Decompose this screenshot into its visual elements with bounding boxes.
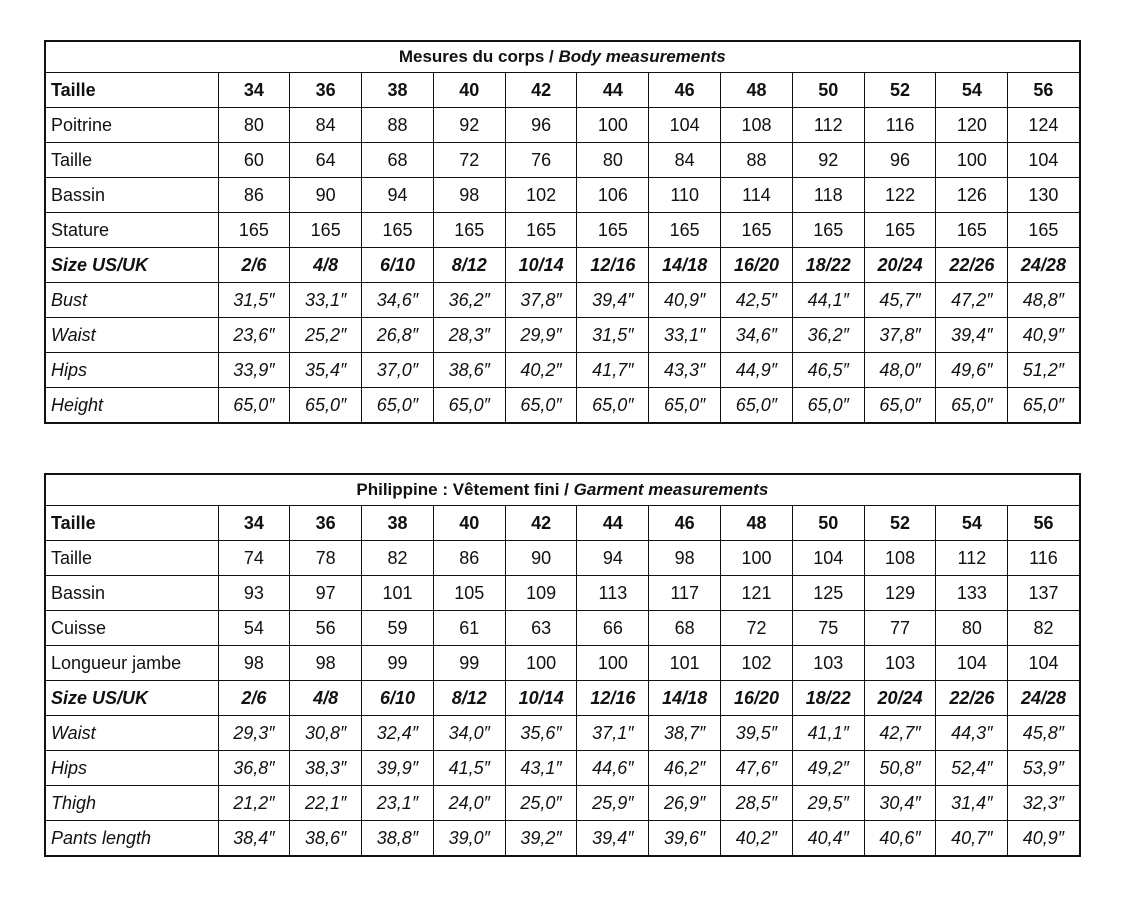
value-cell: 30,4″ [864,786,936,821]
value-cell: 104 [1008,646,1080,681]
value-cell: 53,9″ [1008,751,1080,786]
value-cell: 114 [721,178,793,213]
value-cell: 76 [505,143,577,178]
value-cell: 48,8″ [1008,283,1080,318]
value-cell: 64 [290,143,362,178]
us-size-header-cell: 24/28 [1008,681,1080,716]
size-label: Taille [45,506,218,541]
row-label: Bassin [45,178,218,213]
value-cell: 36,2″ [792,318,864,353]
value-cell: 37,8″ [864,318,936,353]
value-cell: 29,3″ [218,716,290,751]
value-cell: 96 [864,143,936,178]
us-size-header-cell: 20/24 [864,681,936,716]
us-size-header-cell: 22/26 [936,681,1008,716]
value-cell: 121 [721,576,793,611]
us-size-header-cell: 24/28 [1008,248,1080,283]
value-cell: 52,4″ [936,751,1008,786]
size-header-cell: 50 [792,73,864,108]
value-cell: 86 [433,541,505,576]
row-label: Bust [45,283,218,318]
value-cell: 90 [290,178,362,213]
value-cell: 39,5″ [721,716,793,751]
table-title-en: Garment measurements [573,480,769,499]
size-header-cell: 52 [864,506,936,541]
value-cell: 35,4″ [290,353,362,388]
value-cell: 26,9″ [649,786,721,821]
size-header-cell: 56 [1008,73,1080,108]
value-cell: 80 [577,143,649,178]
size-header-cell: 54 [936,506,1008,541]
us-size-header-row [45,248,1080,283]
table-row [45,353,1080,388]
value-cell: 165 [362,213,434,248]
table-row [45,108,1080,143]
row-label: Thigh [45,786,218,821]
value-cell: 45,7″ [864,283,936,318]
value-cell: 101 [362,576,434,611]
table-row [45,611,1080,646]
value-cell: 33,1″ [290,283,362,318]
table-row [45,646,1080,681]
value-cell: 38,4″ [218,821,290,857]
value-cell: 100 [721,541,793,576]
size-label: Taille [45,73,218,108]
value-cell: 39,9″ [362,751,434,786]
value-cell: 42,7″ [864,716,936,751]
value-cell: 165 [290,213,362,248]
value-cell: 98 [649,541,721,576]
table-row [45,143,1080,178]
value-cell: 86 [218,178,290,213]
table-title-fr: Mesures du corps / [398,47,559,66]
value-cell: 54 [218,611,290,646]
value-cell: 23,6″ [218,318,290,353]
us-size-header-cell: 8/12 [433,681,505,716]
us-size-header-cell: 8/12 [433,248,505,283]
value-cell: 49,2″ [792,751,864,786]
value-cell: 88 [721,143,793,178]
row-label: Cuisse [45,611,218,646]
value-cell: 80 [218,108,290,143]
value-cell: 108 [864,541,936,576]
us-size-header-cell: 14/18 [649,248,721,283]
value-cell: 92 [433,108,505,143]
table-row [45,541,1080,576]
us-size-header-cell: 10/14 [505,681,577,716]
value-cell: 104 [1008,143,1080,178]
row-label: Taille [45,143,218,178]
value-cell: 106 [577,178,649,213]
value-cell: 44,6″ [577,751,649,786]
row-label: Longueur jambe [45,646,218,681]
row-label: Bassin [45,576,218,611]
value-cell: 23,1″ [362,786,434,821]
size-header-cell: 34 [218,73,290,108]
table-row [45,318,1080,353]
value-cell: 65,0″ [792,388,864,424]
value-cell: 97 [290,576,362,611]
value-cell: 56 [290,611,362,646]
size-header-cell: 46 [649,506,721,541]
value-cell: 94 [577,541,649,576]
us-size-header-row [45,681,1080,716]
value-cell: 165 [864,213,936,248]
value-cell: 40,2″ [505,353,577,388]
table-title-fr: Philippine : Vêtement fini / [356,480,574,499]
us-size-header-cell: 18/22 [792,681,864,716]
value-cell: 29,5″ [792,786,864,821]
value-cell: 25,0″ [505,786,577,821]
size-header-cell: 42 [505,73,577,108]
value-cell: 46,2″ [649,751,721,786]
value-cell: 63 [505,611,577,646]
value-cell: 37,8″ [505,283,577,318]
value-cell: 117 [649,576,721,611]
us-size-header-cell: 16/20 [721,248,793,283]
value-cell: 65,0″ [290,388,362,424]
value-cell: 26,8″ [362,318,434,353]
value-cell: 122 [864,178,936,213]
value-cell: 38,7″ [649,716,721,751]
value-cell: 82 [1008,611,1080,646]
value-cell: 47,6″ [721,751,793,786]
value-cell: 84 [649,143,721,178]
us-size-header-cell: 22/26 [936,248,1008,283]
table-row [45,716,1080,751]
size-header-cell: 44 [577,506,649,541]
value-cell: 66 [577,611,649,646]
value-cell: 39,4″ [577,283,649,318]
value-cell: 40,6″ [864,821,936,857]
table-row [45,388,1080,424]
size-header-cell: 42 [505,506,577,541]
value-cell: 37,1″ [577,716,649,751]
value-cell: 35,6″ [505,716,577,751]
value-cell: 65,0″ [721,388,793,424]
row-label: Stature [45,213,218,248]
value-cell: 41,1″ [792,716,864,751]
value-cell: 65,0″ [433,388,505,424]
us-size-header-cell: 10/14 [505,248,577,283]
value-cell: 45,8″ [1008,716,1080,751]
value-cell: 126 [936,178,1008,213]
us-size-header-cell: 2/6 [218,248,290,283]
value-cell: 165 [721,213,793,248]
size-header-cell: 40 [433,506,505,541]
value-cell: 100 [936,143,1008,178]
size-header-cell: 52 [864,73,936,108]
value-cell: 137 [1008,576,1080,611]
body-measurements-table [44,40,1081,424]
value-cell: 104 [936,646,1008,681]
value-cell: 46,5″ [792,353,864,388]
value-cell: 125 [792,576,864,611]
value-cell: 39,6″ [649,821,721,857]
value-cell: 112 [792,108,864,143]
value-cell: 36,8″ [218,751,290,786]
value-cell: 59 [362,611,434,646]
value-cell: 38,6″ [290,821,362,857]
value-cell: 40,7″ [936,821,1008,857]
value-cell: 98 [218,646,290,681]
table-row [45,786,1080,821]
value-cell: 165 [792,213,864,248]
value-cell: 77 [864,611,936,646]
value-cell: 165 [936,213,1008,248]
value-cell: 34,0″ [433,716,505,751]
value-cell: 102 [505,178,577,213]
value-cell: 98 [290,646,362,681]
table-title-en: Body measurements [558,47,726,66]
value-cell: 51,2″ [1008,353,1080,388]
value-cell: 41,5″ [433,751,505,786]
value-cell: 103 [864,646,936,681]
table-row [45,213,1080,248]
value-cell: 22,1″ [290,786,362,821]
us-size-header-cell: 12/16 [577,681,649,716]
value-cell: 34,6″ [362,283,434,318]
value-cell: 118 [792,178,864,213]
value-cell: 43,1″ [505,751,577,786]
us-size-header-cell: 20/24 [864,248,936,283]
value-cell: 25,2″ [290,318,362,353]
us-size-header-cell: 16/20 [721,681,793,716]
us-size-header-cell: 18/22 [792,248,864,283]
value-cell: 32,4″ [362,716,434,751]
value-cell: 68 [362,143,434,178]
value-cell: 94 [362,178,434,213]
value-cell: 116 [1008,541,1080,576]
us-size-label: Size US/UK [45,248,218,283]
size-header-cell: 56 [1008,506,1080,541]
us-size-header-cell: 4/8 [290,681,362,716]
value-cell: 38,6″ [433,353,505,388]
value-cell: 104 [792,541,864,576]
value-cell: 31,5″ [577,318,649,353]
us-size-header-cell: 6/10 [362,681,434,716]
value-cell: 49,6″ [936,353,1008,388]
value-cell: 110 [649,178,721,213]
value-cell: 165 [433,213,505,248]
value-cell: 112 [936,541,1008,576]
us-size-header-cell: 14/18 [649,681,721,716]
us-size-header-cell: 4/8 [290,248,362,283]
value-cell: 39,4″ [577,821,649,857]
value-cell: 32,3″ [1008,786,1080,821]
size-header-cell: 34 [218,506,290,541]
value-cell: 105 [433,576,505,611]
value-cell: 90 [505,541,577,576]
value-cell: 100 [577,108,649,143]
value-cell: 28,3″ [433,318,505,353]
table-row [45,178,1080,213]
size-header-cell: 36 [290,73,362,108]
value-cell: 124 [1008,108,1080,143]
us-size-header-cell: 2/6 [218,681,290,716]
value-cell: 31,4″ [936,786,1008,821]
value-cell: 40,9″ [1008,318,1080,353]
value-cell: 78 [290,541,362,576]
garment-measurements-table [44,473,1081,857]
value-cell: 30,8″ [290,716,362,751]
value-cell: 65,0″ [1008,388,1080,424]
size-header-row [45,73,1080,108]
value-cell: 31,5″ [218,283,290,318]
value-cell: 40,2″ [721,821,793,857]
table-title [45,474,1080,506]
value-cell: 36,2″ [433,283,505,318]
value-cell: 25,9″ [577,786,649,821]
value-cell: 102 [721,646,793,681]
table-title [45,41,1080,73]
value-cell: 65,0″ [577,388,649,424]
value-cell: 100 [505,646,577,681]
value-cell: 99 [433,646,505,681]
value-cell: 28,5″ [721,786,793,821]
value-cell: 93 [218,576,290,611]
value-cell: 38,8″ [362,821,434,857]
value-cell: 48,0″ [864,353,936,388]
us-size-header-cell: 12/16 [577,248,649,283]
value-cell: 165 [218,213,290,248]
value-cell: 103 [792,646,864,681]
value-cell: 113 [577,576,649,611]
value-cell: 116 [864,108,936,143]
size-header-cell: 38 [362,506,434,541]
value-cell: 24,0″ [433,786,505,821]
value-cell: 75 [792,611,864,646]
size-header-cell: 38 [362,73,434,108]
value-cell: 101 [649,646,721,681]
value-cell: 37,0″ [362,353,434,388]
value-cell: 33,9″ [218,353,290,388]
value-cell: 92 [792,143,864,178]
row-label: Hips [45,353,218,388]
value-cell: 39,0″ [433,821,505,857]
value-cell: 44,3″ [936,716,1008,751]
row-label: Pants length [45,821,218,857]
value-cell: 130 [1008,178,1080,213]
table-row [45,283,1080,318]
size-header-cell: 40 [433,73,505,108]
table-row [45,821,1080,857]
table-row [45,751,1080,786]
size-header-cell: 36 [290,506,362,541]
row-label: Waist [45,318,218,353]
value-cell: 40,4″ [792,821,864,857]
value-cell: 133 [936,576,1008,611]
value-cell: 99 [362,646,434,681]
value-cell: 65,0″ [505,388,577,424]
value-cell: 100 [577,646,649,681]
value-cell: 65,0″ [649,388,721,424]
value-cell: 42,5″ [721,283,793,318]
value-cell: 38,3″ [290,751,362,786]
value-cell: 129 [864,576,936,611]
row-label: Taille [45,541,218,576]
row-label: Poitrine [45,108,218,143]
value-cell: 29,9″ [505,318,577,353]
value-cell: 60 [218,143,290,178]
value-cell: 68 [649,611,721,646]
value-cell: 40,9″ [649,283,721,318]
value-cell: 82 [362,541,434,576]
us-size-label: Size US/UK [45,681,218,716]
value-cell: 72 [721,611,793,646]
value-cell: 165 [1008,213,1080,248]
table-row [45,576,1080,611]
value-cell: 43,3″ [649,353,721,388]
value-cell: 39,2″ [505,821,577,857]
value-cell: 34,6″ [721,318,793,353]
value-cell: 80 [936,611,1008,646]
value-cell: 120 [936,108,1008,143]
value-cell: 40,9″ [1008,821,1080,857]
value-cell: 44,1″ [792,283,864,318]
value-cell: 98 [433,178,505,213]
value-cell: 44,9″ [721,353,793,388]
us-size-header-cell: 6/10 [362,248,434,283]
value-cell: 65,0″ [362,388,434,424]
size-header-cell: 48 [721,506,793,541]
value-cell: 84 [290,108,362,143]
value-cell: 50,8″ [864,751,936,786]
value-cell: 108 [721,108,793,143]
size-header-cell: 44 [577,73,649,108]
row-label: Hips [45,751,218,786]
value-cell: 41,7″ [577,353,649,388]
value-cell: 109 [505,576,577,611]
row-label: Height [45,388,218,424]
value-cell: 65,0″ [936,388,1008,424]
value-cell: 165 [577,213,649,248]
value-cell: 72 [433,143,505,178]
value-cell: 65,0″ [218,388,290,424]
value-cell: 74 [218,541,290,576]
size-header-row [45,506,1080,541]
value-cell: 47,2″ [936,283,1008,318]
size-header-cell: 46 [649,73,721,108]
value-cell: 96 [505,108,577,143]
size-header-cell: 50 [792,506,864,541]
value-cell: 33,1″ [649,318,721,353]
size-header-cell: 54 [936,73,1008,108]
value-cell: 21,2″ [218,786,290,821]
row-label: Waist [45,716,218,751]
value-cell: 88 [362,108,434,143]
size-header-cell: 48 [721,73,793,108]
value-cell: 39,4″ [936,318,1008,353]
value-cell: 65,0″ [864,388,936,424]
value-cell: 165 [649,213,721,248]
value-cell: 165 [505,213,577,248]
value-cell: 104 [649,108,721,143]
value-cell: 61 [433,611,505,646]
